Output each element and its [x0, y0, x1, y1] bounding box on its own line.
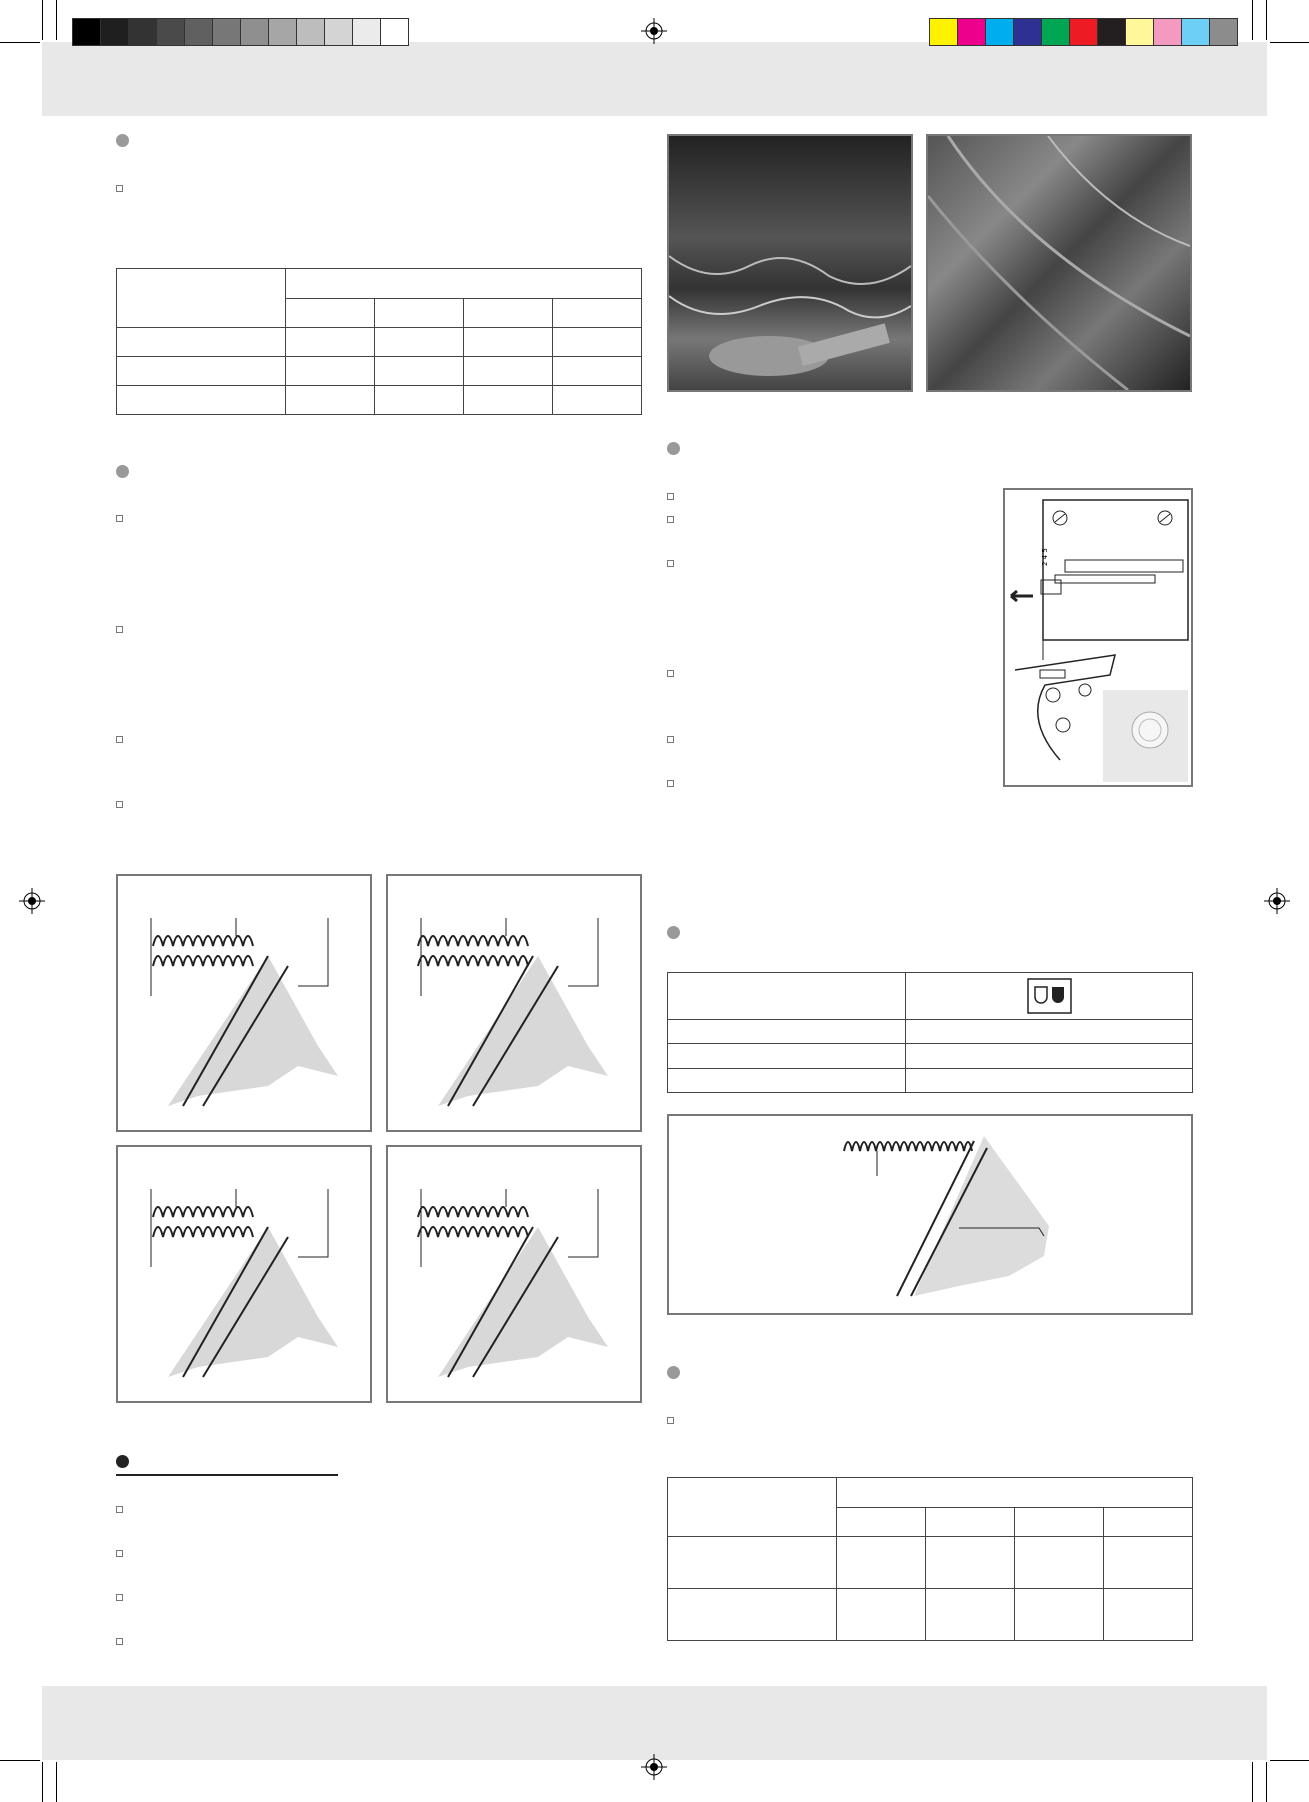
- checkbox-bullet: [116, 1506, 123, 1513]
- table-cell: [926, 1589, 1015, 1641]
- crop-mark: [0, 1760, 40, 1761]
- grayscale-swatch: [324, 18, 353, 46]
- checkbox-bullet: [667, 1417, 674, 1424]
- rolled-hem-stitch-illustration: [669, 1116, 1191, 1313]
- table-cell: [464, 328, 553, 357]
- presser-foot-icon: [1027, 978, 1072, 1014]
- table-cell: [668, 1068, 906, 1092]
- table-cell: [1104, 1589, 1193, 1641]
- footer-band: [42, 1686, 1267, 1760]
- table-cell: [837, 1537, 926, 1589]
- stitch-illustration-panel: [116, 874, 372, 1132]
- crop-mark: [56, 1762, 57, 1802]
- color-swatch: [957, 18, 986, 46]
- color-swatch: [1069, 18, 1098, 46]
- table-cell: [668, 973, 906, 1020]
- table-cell: [668, 1020, 906, 1044]
- table-cell: [464, 299, 553, 328]
- overlock-stitch-illustration: [388, 876, 640, 1130]
- grayscale-swatch: [100, 18, 129, 46]
- stitch-illustration-panel: [386, 1145, 642, 1403]
- section-underline: [116, 1474, 338, 1476]
- section-bullet: [116, 134, 129, 147]
- stitch-finger-diagram-panel: [1003, 488, 1193, 787]
- table-cell: [375, 357, 464, 386]
- table-cell: [117, 386, 286, 415]
- checkbox-bullet: [667, 516, 674, 523]
- table-cell: [117, 269, 286, 328]
- color-swatch: [1125, 18, 1154, 46]
- color-swatch: [1153, 18, 1182, 46]
- rolled-hem-illustration-panel: [667, 1114, 1193, 1315]
- table-cell: [837, 1589, 926, 1641]
- crop-mark: [1252, 1762, 1253, 1802]
- checkbox-bullet: [667, 736, 674, 743]
- stitch-illustration-panel: [116, 1145, 372, 1403]
- color-swatch: [929, 18, 958, 46]
- settings-table-1: [116, 268, 642, 415]
- rolled-hem-dress-image: [669, 136, 911, 390]
- header-band: [42, 42, 1267, 116]
- grayscale-swatch: [380, 18, 409, 46]
- table-cell: [117, 328, 286, 357]
- registration-mark-icon: [1264, 888, 1290, 914]
- color-swatch: [1013, 18, 1042, 46]
- table-cell: [117, 357, 286, 386]
- grayscale-swatch: [352, 18, 381, 46]
- photo-fabric-folds: [926, 134, 1192, 392]
- section-bullet: [667, 1366, 680, 1379]
- table-cell: [906, 1020, 1193, 1044]
- table-cell: [926, 1537, 1015, 1589]
- table-cell: [668, 1589, 837, 1641]
- crop-mark: [1266, 1762, 1267, 1802]
- checkbox-bullet: [116, 515, 123, 522]
- grayscale-swatch: [72, 18, 101, 46]
- color-swatch: [1181, 18, 1210, 46]
- section-bullet: [116, 1455, 129, 1468]
- overlock-stitch-illustration: [118, 876, 370, 1130]
- grayscale-swatch: [268, 18, 297, 46]
- table-cell: [553, 386, 642, 415]
- table-cell: [668, 1478, 837, 1537]
- checkbox-bullet: [116, 1550, 123, 1557]
- registration-mark-icon: [641, 18, 667, 44]
- photo-hem-dress: [667, 134, 913, 392]
- table-cell: [286, 386, 375, 415]
- grayscale-swatch: [128, 18, 157, 46]
- table-cell: [837, 1478, 1193, 1508]
- crop-mark: [1266, 0, 1267, 40]
- checkbox-bullet: [667, 670, 674, 677]
- section-bullet: [667, 442, 680, 455]
- overlock-stitch-illustration: [118, 1147, 370, 1401]
- table-cell: [1104, 1508, 1193, 1537]
- grayscale-swatch: [156, 18, 185, 46]
- setting-scale-values: 2 4 5: [1041, 548, 1049, 566]
- table-cell: [1015, 1589, 1104, 1641]
- table-cell: [668, 1044, 906, 1068]
- color-swatch: [1209, 18, 1238, 46]
- table-cell: [1015, 1537, 1104, 1589]
- table-cell: [286, 357, 375, 386]
- table-cell: [553, 328, 642, 357]
- table-cell: [286, 299, 375, 328]
- table-cell: [553, 299, 642, 328]
- checkbox-bullet: [116, 626, 123, 633]
- table-cell: [553, 357, 642, 386]
- crop-mark: [1252, 0, 1253, 40]
- table-cell: [906, 1068, 1193, 1092]
- overlock-stitch-illustration: [388, 1147, 640, 1401]
- table-cell: [906, 973, 1193, 1020]
- color-swatch: [985, 18, 1014, 46]
- table-cell: [1104, 1537, 1193, 1589]
- grayscale-swatch: [240, 18, 269, 46]
- registration-mark-icon: [641, 1754, 667, 1780]
- checkbox-bullet: [667, 560, 674, 567]
- table-cell: [926, 1508, 1015, 1537]
- table-cell: [286, 328, 375, 357]
- section-bullet: [116, 465, 129, 478]
- color-swatch: [1097, 18, 1126, 46]
- checkbox-bullet: [116, 185, 123, 192]
- checkbox-bullet: [667, 780, 674, 787]
- table-cell: [375, 299, 464, 328]
- checkbox-bullet: [116, 736, 123, 743]
- table-cell: [375, 328, 464, 357]
- crop-mark: [42, 0, 43, 40]
- crop-mark: [1270, 1760, 1309, 1761]
- grayscale-swatch: [184, 18, 213, 46]
- table-cell: [906, 1044, 1193, 1068]
- settings-table-3: [667, 1477, 1193, 1641]
- checkbox-bullet: [116, 1594, 123, 1601]
- crop-mark: [56, 0, 57, 40]
- checkbox-bullet: [116, 801, 123, 808]
- table-cell: [668, 1537, 837, 1589]
- table-cell: [837, 1508, 926, 1537]
- crop-mark: [1270, 42, 1309, 43]
- table-cell: [375, 386, 464, 415]
- table-cell: [464, 357, 553, 386]
- stitch-illustration-panel: [386, 874, 642, 1132]
- table-cell: [286, 269, 642, 299]
- color-swatch: [1041, 18, 1070, 46]
- crop-mark: [42, 1762, 43, 1802]
- settings-table-2: [667, 972, 1193, 1093]
- registration-mark-icon: [19, 888, 45, 914]
- table-cell: [464, 386, 553, 415]
- stitch-finger-diagram: [1005, 490, 1191, 785]
- checkbox-bullet: [116, 1638, 123, 1645]
- checkbox-bullet: [667, 493, 674, 500]
- crop-mark: [0, 42, 40, 43]
- fabric-folds-image: [928, 136, 1190, 390]
- table-cell: [1015, 1508, 1104, 1537]
- section-bullet: [667, 926, 680, 939]
- grayscale-swatch: [296, 18, 325, 46]
- grayscale-swatch: [212, 18, 241, 46]
